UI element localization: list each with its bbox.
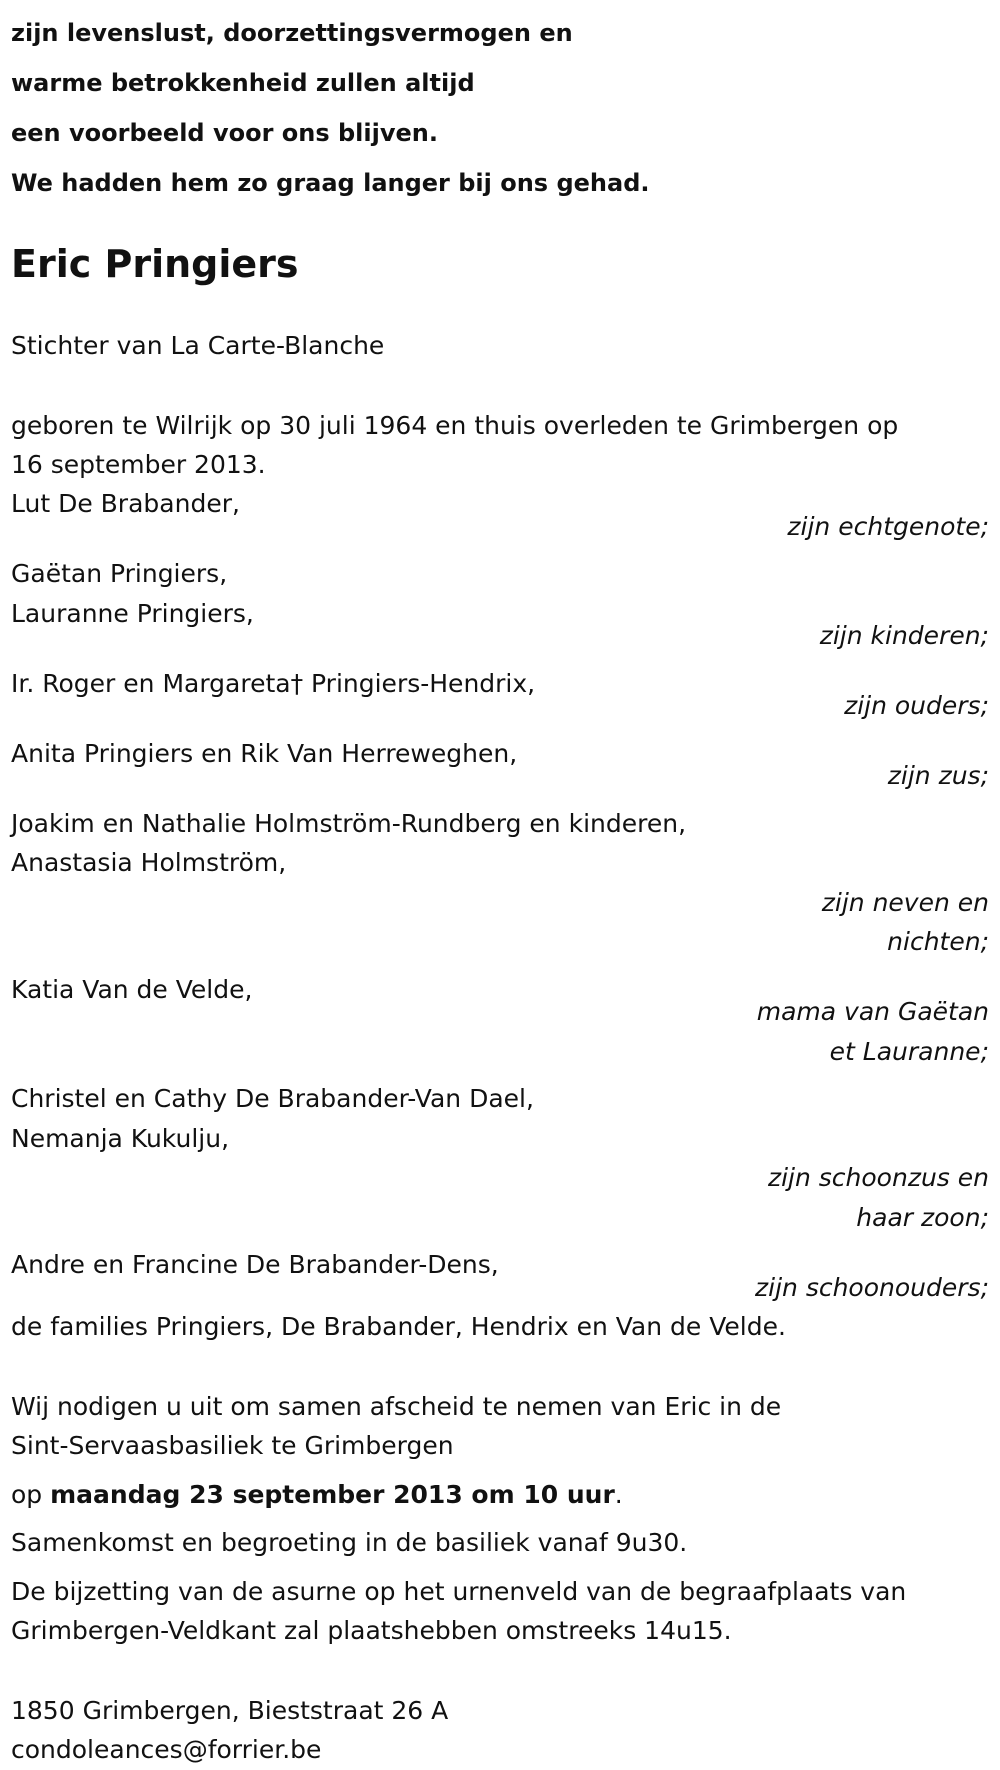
family-relation: zijn kinderen; xyxy=(819,621,989,650)
birth-death-line: geboren te Wilrijk op 30 juli 1964 en thuis overleden te Grimbergen op xyxy=(11,411,899,440)
family-group xyxy=(11,1079,989,1237)
invitation-line: Wij nodigen u uit om samen afscheid te nemen van Eric in de xyxy=(11,1391,782,1421)
date-bold: maandag 23 september 2013 om 10 uur xyxy=(50,1479,615,1509)
closing-section xyxy=(11,1307,989,1770)
birth-death-statement xyxy=(11,406,989,484)
family-relation: zijn schoonouders; xyxy=(755,1272,989,1302)
family-relation: zijn ouders; xyxy=(844,691,989,720)
family-member: Christel en Cathy De Brabander-Van Dael, xyxy=(11,1084,534,1113)
date-prefix: op xyxy=(11,1479,51,1509)
family-member: Ir. Roger en Margareta† Pringiers-Hendrix, xyxy=(11,668,536,698)
obituary-page xyxy=(11,0,989,1770)
date-suffix: . xyxy=(614,1479,623,1509)
postal-address: 1850 Grimbergen, Bieststraat 26 A xyxy=(11,1695,449,1725)
family-member: Nemanja Kukulju, xyxy=(11,1123,230,1153)
burial-info xyxy=(11,1572,989,1651)
family-group xyxy=(11,804,989,962)
family-relation: zijn zus; xyxy=(887,761,989,790)
family-member: Lut De Brabander, xyxy=(11,489,240,518)
family-group xyxy=(11,1245,989,1307)
burial-line: Grimbergen-Veldkant zal plaatshebben omstreeks 14u15. xyxy=(11,1616,732,1645)
family-member: Joakim en Nathalie Holmström-Rundberg en kinderen, xyxy=(11,808,687,838)
family-relation: nichten; xyxy=(887,927,989,956)
family-member: Katia Van de Velde, xyxy=(11,974,253,1004)
family-relation: et Lauranne; xyxy=(829,1036,989,1066)
quote-line: We hadden hem zo graag langer bij ons gehad. xyxy=(11,169,650,197)
contact-info xyxy=(11,1691,989,1770)
family-relation: zijn neven en xyxy=(821,887,989,917)
family-group xyxy=(11,970,989,1072)
deceased-title: Stichter van La Carte-Blanche xyxy=(11,331,385,360)
quote-line: een voorbeeld voor ons blijven. xyxy=(11,119,438,147)
family-member: Lauranne Pringiers, xyxy=(11,598,254,628)
family-group xyxy=(11,484,989,546)
email-address[interactable]: condoleances@forrier.be xyxy=(11,1735,322,1764)
family-relation: mama van Gaëtan xyxy=(756,997,989,1026)
invitation-text xyxy=(11,1387,989,1466)
family-member: Andre en Francine De Brabander-Dens, xyxy=(11,1250,499,1279)
family-relation: haar zoon; xyxy=(856,1202,989,1232)
memorial-quote xyxy=(11,0,989,208)
family-group xyxy=(11,554,989,656)
invitation-line: Sint-Servaasbasiliek te Grimbergen xyxy=(11,1431,454,1460)
family-relation: zijn echtgenote; xyxy=(787,511,989,541)
family-group xyxy=(11,664,989,726)
quote-line: warme betrokkenheid zullen altijd xyxy=(11,69,475,97)
deceased-name: Eric Pringiers xyxy=(11,242,299,286)
family-list xyxy=(11,484,989,1307)
family-relation: zijn schoonzus en xyxy=(767,1163,989,1192)
family-member: Gaëtan Pringiers, xyxy=(11,559,228,588)
family-member: Anastasia Holmström, xyxy=(11,848,287,877)
families-line: de families Pringiers, De Brabander, Hendrix en Van de Velde. xyxy=(11,1312,786,1341)
family-group xyxy=(11,734,989,796)
quote-line: zijn levenslust, doorzettingsvermogen en xyxy=(11,19,573,47)
birth-death-line: 16 september 2013. xyxy=(11,450,266,479)
family-member: Anita Pringiers en Rik Van Herreweghen, xyxy=(11,738,518,768)
ceremony-date xyxy=(11,1475,989,1515)
burial-line: De bijzetting van de asurne op het urnenveld van de begraafplaats van xyxy=(11,1576,907,1606)
meeting-info: Samenkomst en begroeting in de basiliek vanaf 9u30. xyxy=(11,1528,688,1557)
